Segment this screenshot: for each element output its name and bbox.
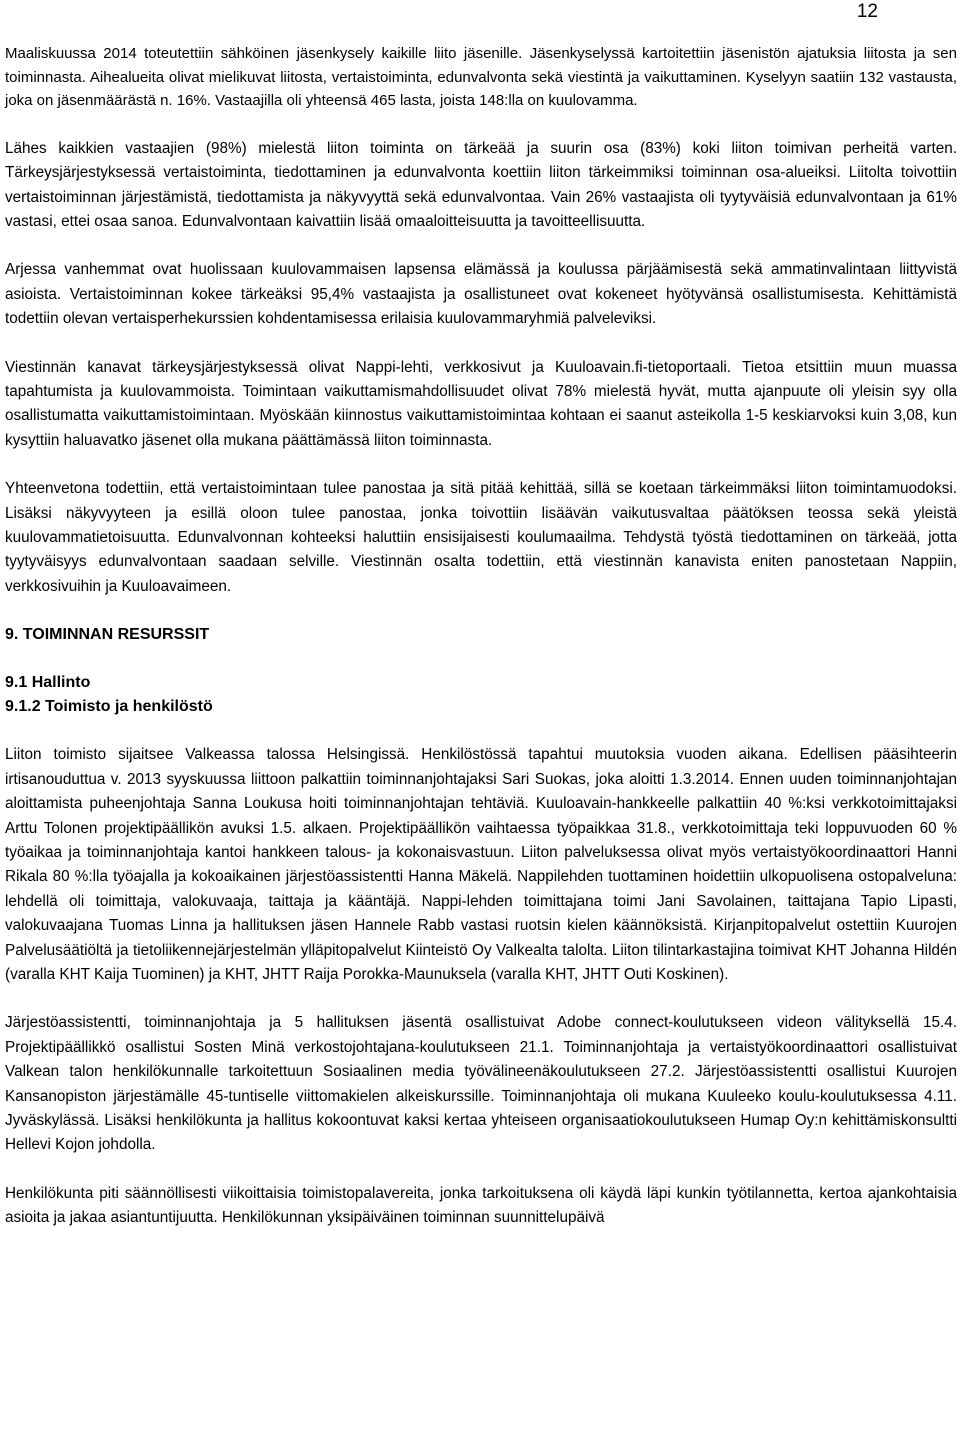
subsection-heading-office-staff: 9.1.2 Toimisto ja henkilöstö [5,698,213,716]
paragraph-staff-meetings: Henkilökunta piti säännöllisesti viikoittaisia toimistopalavereita, jonka tarkoituksena oli käydä läpi kunkin työtilannetta, kertoa ajankohtaisia asioita ja jakaa asiantuntijuutta. Henkilökunnan yksipäiväinen toiminnan suunnittelupäivä [5,1184,957,1227]
paragraph-office-staff: Liiton toimisto sijaitsee Valkeassa talossa Helsingissä. Henkilöstössä tapahtui muutoksia vuoden aikana. Edellisen pääsihteerin irtisanouduttua v. 2013 syyskuussa liittoon palkattiin toiminnanjohtajaksi Sari Suokas, joka aloitti 1.3.2014. Ennen uuden toiminnanjohtajan aloittamista puheenjohtaja Sanna Loukusa hoiti toiminnanjohtajan tehtäviä. Kuuloavain-hankkeelle palkattiin 40 %:ksi verkkotoimittajaksi Arttu Tolonen projektipäällikön avuksi 1.5. alkaen. Projektipäällikön vaihtaessa työpaikkaa 31.8., verkkotoimittaja teki loppuvuoden 60 % työaikaa ja toiminnanjohtaja kantoi hankkeen talous- ja kokonaisvastuun. Liiton palveluksessa olivat myös vertaistyökoordinaattori Hanni Rikala 80 %:lla työajalla ja kokoaikainen järjestöassistentti Hanna Mäkelä. Nappilehden tuottaminen hoidettiin ulkopuolisena ostopalveluna: lehdellä oli toimittaja, valokuvaaja, taittaja ja kääntäjä. Nappi-lehden toimittajana toimi Jani Savolainen, taittajana Tapio Lipasti, valokuvaajana Tuomas Linna ja hallituksen jäsen Hannele Rabb vastasi ruotsin kielen käännöksistä. Kirjanpitopalvelut ostettiin Kuurojen Palvelusäätiöltä ja tietoliikennejärjestelmän ylläpitopalvelut Kiinteistö Oy Valkealta talolta. Liiton tilintarkastajina toimivat KHT Johanna Hildén (varalla KHT Kaija Tuominen) ja KHT, JHTT Raija Porokka-Maunuksela (varalla KHT, JHTT Outi Koskinen). [5,746,957,983]
section-heading-resources: 9. TOIMINNAN RESURSSIT [5,626,210,644]
paragraph-staff-training: Järjestöassistentti, toiminnanjohtaja ja 5 hallituksen jäsentä osallistuivat Adobe connect-koulutukseen videon välityksellä 15.4. Projektipäällikkö osallistui Sosten Minä verkostojohtajana-koulutukseen 21.1. Toiminnanjohtaja ja vertaistyökoordinaattori osallistuivat Valkean talon henkilökunnalle tarkoitettuun Sosiaalinen media työvälineenäkoulutukseen 27.2. Järjestöassistentti osallistui Kuurojen Kansanopiston järjestämälle 45-tuntiselle viittomakielen alkeiskurssille. Toiminnanjohtaja oli mukana Kuuleeko koulu-koulutuksessa 4.11. Jyväskylässä. Lisäksi henkilökunta ja hallitus kokoontuvat kaksi kertaa yhteiseen organisaatiokoulutukseen Humap Oy:n kehittämiskonsultti Hellevi Kojon johdolla. [5,1014,957,1154]
paragraph-member-survey: Maaliskuussa 2014 toteutettiin sähköinen jäsenkysely kaikille liito jäsenille. Jäsenkyselyssä kartoitettiin jäsenistön ajatuksia liitosta ja sen toiminnasta. Aihealueita olivat mielikuvat liitosta, vertaistoiminta, edunvalvonta sekä viestintä ja vaikuttaminen. Kyselyyn saatiin 132 vastausta, joka on jäsenmäärästä n. 16%. Vastaajilla oli yhteensä 465 lasta, joista 148:lla on kuulovamma. [5,45,957,110]
subsection-heading-administration: 9.1 Hallinto [5,674,91,692]
paragraph-communication-channels: Viestinnän kanavat tärkeysjärjestyksessä olivat Nappi-lehti, verkkosivut ja Kuuloavain.fi-tietoportaali. Tietoa etsittiin muun muassa tapahtumista ja kuulovammoista. Toimintaan vaikuttamismahdollisuudet olivat 78% mielestä hyvät, mutta ajanpuute oli yleisin syy olla osallistumatta vaikuttamistoimintaan. Myöskään kiinnostus vaikuttamistoimintaa kohtaan ei saanut asteikolla 1-5 keskiarvoksi kuin 3,08, kun kysyttiin haluavatko jäsenet olla mukana päättämässä liiton toiminnasta. [5,358,957,449]
paragraph-everyday-concerns: Arjessa vanhemmat ovat huolissaan kuulovammaisen lapsensa elämässä ja koulussa pärjäämisestä sekä ammatinvalintaan liittyvistä asioista. Vertaistoiminnan kokee tärkeäksi 95,4% vastaajista ja osallistuneet ovat kokeneet hyötyvänsä osallistumisesta. Kehittämistä todettiin olevan vertaisperhekurssien kohdentamisessa erilaisia kuulovammaryhmiä palveleviksi. [5,261,957,328]
paragraph-summary: Yhteenvetona todettiin, että vertaistoimintaan tulee panostaa ja sitä pitää kehittää, sillä se koetaan tärkeimmäksi liiton toimintamuodoksi. Lisäksi näkyvyyteen ja esillä oloon tulee panostaa, jonka toivottiin lisäävän vaikutusvaltaa päätöksen teossa sekä yleistä kuulovammatietoisuutta. Edunvalvonnan kohteeksi haluttiin ensisijaisesti koulumaailma. Tehdystä työstä tiedottaminen on tärkeää, jotta tyytyväisyys edunvalvontaan saadaan selville. Viestinnän osalta todettiin, että viestinnän kanavista eniten panostetaan Nappiin, verkkosivuihin ja Kuuloavaimeen. [5,480,957,595]
document-body [5,42,957,1255]
paragraph-survey-results: Lähes kaikkien vastaajien (98%) mielestä liiton toiminta on tärkeää ja suurin osa (83%) koki liiton toimivan perheitä varten. Tärkeysjärjestyksessä vertaistoiminta, tiedottaminen ja edunvalvonta koettiin liiton tärkeimmiksi toiminnan osa-alueiksi. Liitolta toivottiin vertaistoiminnan järjestämistä, tiedottamista ja näkyvyyttä sekä edunvalvontaa. Vain 26% vastaajista oli tyytyväisiä edunvalvontaan ja 61% vastasi, ettei osaa sanoa. Edunvalvontaan kaivattiin lisää omaaloitteisuutta ja tavoitteellisuutta. [5,139,957,230]
page-number: 12 [856,1,878,22]
